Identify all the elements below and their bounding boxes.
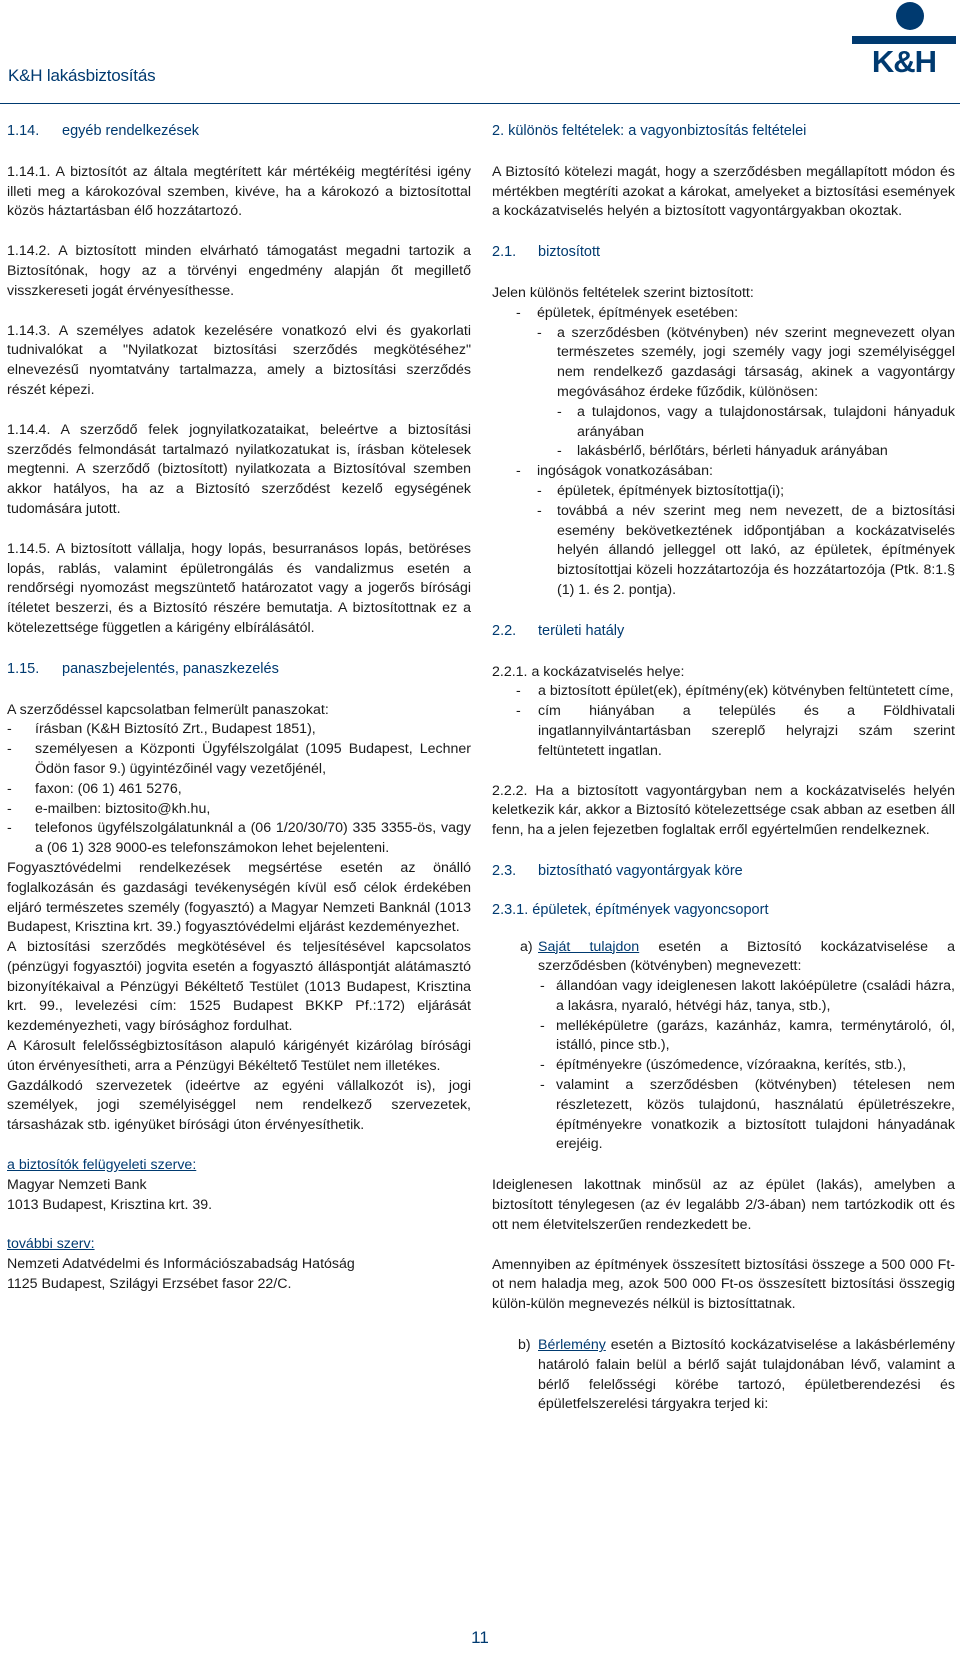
list-item: - melléképületre (garázs, kazánház, kamra, terménytároló, ól, istálló, pince stb.), [540,1017,955,1054]
header-rule [0,103,960,104]
list-item: - lakásbérlő, bérlőtárs, bérleti hányaduk arányában [557,443,888,460]
item-b-title: Bérlemény [538,1337,606,1354]
list-item: - a biztosított épület(ek), építmény(ek) kötvényben feltüntetett címe, [516,683,954,700]
para-temporary: Ideiglenesen lakottnak minősül az az épület (lakás), amelyben a biztosított ténylegesen (az év legalább 2/3-ában) nem tartózkodik ott és ott nem életvitelszerűen rendezkedett be. [492,1177,955,1233]
list-item: - valamint a szerződésben (kötvényben) tételesen nem részletezett, közös tulajdonú, használatú épületrészekre, építményekre vonatkozik a biztosított tulajdoni hányadának erejéig. [540,1077,955,1153]
list-item: - épületek, építmények esetében: [516,304,739,321]
para-dispute: A biztosítási szerződés megkötésével és teljesítésével kapcsolatos (pénzügyi fogyasztói) jogvita esetén a fogyasztó álláspontját alátámasztó bizonyítékaival a Pénzügyi Békéltető Testület (1013 Budapest, Krisztina krt. 99., levelezési cím: 1525 Budapest BKKP Pf.:172) eljárását kezdeményezheti, vagy bírósághoz fordulhat. [7,939,471,1035]
para-1-14-1: 1.14.1. A biztosítót az általa megtérített kár mértékéig megtérítési igény illeti meg a károkozóval szemben, kivéve, ha a károkozó a biztosítottal közös háztartásban élő hozzátartozó. [7,163,471,220]
section-heading-2: 2. különös feltételek: a vagyonbiztosítás feltételei [492,123,807,139]
supervisor-label: a biztosítók felügyeleti szerve: [7,1157,197,1174]
item-b: b) Bérlemény esetén a Biztosító kockázatviselése a lakásbérlemény határoló falain belül a bérlő saját tulajdonában lévő, valamint a bérlő felelősségi körébe tartozó, épületberendezési és épületfelszerelési tárgyakra terjed ki: [518,1337,955,1413]
other-authority-name: Nemzeti Adatvédelmi és Információszabadság Hatóság [7,1256,355,1273]
list-item: - építményekre (úszómedence, vízóraakna, kerítés, stb.), [540,1057,907,1074]
list-item: - ingóságok vonatkozásában: [516,463,713,480]
complaint-list [7,720,471,859]
list-item: - továbbá a név szerint meg nem nevezett, de a biztosítási esemény bekövetkeztének időpontjában a kockázatviselés helyén állandó jelleggel ott lakó, az épületek, építmények biztosítottjai közeli hozzátartozója és hozzátartozója (Ptk. 8:1.§ (1) 1. és 2. pontja). [537,502,955,598]
section-heading-2-2: 2.2. területi hatály [492,622,625,639]
left-column [7,122,471,1295]
para-1-14-3: 1.14.3. A személyes adatok kezelésére vonatkozó elvi és gyakorlati tudnivalókat a "Nyilatkozat biztosítási szerződés megkötéséhez" elnevezésű nyomtatvány tartalmazza, amely a biztosítási szerződés részét képezi. [7,322,471,398]
page-number: 11 [471,1628,489,1647]
complaint-intro: A szerződéssel kapcsolatban felmerült panaszokat: [7,701,329,718]
para-2-2-1: 2.2.1. a kockázatviselés helye: [492,663,685,680]
para-1-14-4: 1.14.4. A szerződő felek jognyilatkozataikat, beleértve a biztosítási szerződés felmondását tartalmazó nyilatkozatukat is, írásban kötelesek megtenni. A szerződő (biztosított) nyilatkozata a Biztosítóval szemben akkor hatályos, ha az a Biztosító szerződést kezelő egységének tudomására jutott. [7,421,471,517]
right-column [492,122,955,1415]
para-intro: A Biztosító kötelezi magát, hogy a szerződésben megállapított módon és mértékben megtéríti azokat a károkat, amelyeket a biztosítási események a kockázatviselés helyén a biztosított vagyontárgyakban okoztak. [492,163,955,220]
list-item: - épületek, építmények biztosítottja(i); [537,482,785,499]
kh-logo-text: K&H [871,44,937,79]
para-1-14-5: 1.14.5. A biztosított vállalja, hogy lopás, besurranásos lopás, betöréses lopás, rablás, valamint épületrongálás és vandalizmus esetén a rendőrségi nyomozást megszüntető határozatot vagy a jogerős bírósági ítéletet beszerzi, és a Biztosító részére bemutatja. A biztosítottnak ez a kötelezettsége független a kárigény elbírálásától. [7,540,471,636]
section-heading-1-15: 1.15. panaszbejelentés, panaszkezelés [7,660,279,677]
item-a-title: Saját tulajdon [538,938,640,955]
list-item: - személyesen a Központi Ügyfélszolgálat (1095 Budapest, Lechner Ödön fasor 9.) ügyintézőinél vagy vezetőjénél, [7,741,471,777]
supervisor-name: Magyar Nemzeti Bank [7,1176,147,1193]
other-authority-label: további szerv: [7,1236,95,1253]
list-item: - írásban (K&H Biztosító Zrt., Budapest 1851), [7,721,316,738]
insured-intro: Jelen különös feltételek szerint biztosított: [492,284,754,301]
item-a: a) Saját tulajdon esetén a Biztosító kockázatviselése a szerződésben (kötvényben) megnevezett: [520,938,955,975]
page-header [0,0,960,104]
list-item: - e-mailben: biztosito@kh.hu, [7,800,211,817]
list-item: - a tulajdonos, vagy a tulajdonostársak, tulajdoni hányaduk arányában [557,403,955,440]
section-heading-2-3: 2.3. biztosítható vagyontárgyak köre [492,862,743,879]
para-organisations: Gazdálkodó szervezetek (ideértve az egyéni vállalkozót is), jogi személyek, jogi személyiséggel nem rendelkező szervezetek, társasházak stb. igényüket bírósági úton érvényesíthetik. [7,1077,471,1134]
list-item: - faxon: (06 1) 461 5276, [7,780,182,797]
section-heading-2-3-1: 2.3.1. épületek, építmények vagyoncsoport [492,901,769,918]
document-title: K&H lakásbiztosítás [8,66,156,85]
para-amount: Amennyiben az építmények összesített biztosítási összege a 500 000 Ft-ot nem haladja meg, azok 500 000 Ft-os összesített biztosítási összegig külön-külön megnevezés nélkül is biztosíttatnak. [492,1256,955,1313]
list-item: - a szerződésben (kötvényben) név szerint megnevezett olyan természetes személy, jogi személy vagy jogi személyiséggel nem rendelkező gazdasági társaság, akinek a vagyontárgy megóvásához érdeke fűződik, különösen: [537,324,955,400]
section-heading-1-14: 1.14. egyéb rendelkezések [7,123,200,139]
para-liability-claim: A Károsult felelősségbiztosításon alapuló kárigényét kizárólag bírósági úton érvényesítheti, arra a Pénzügyi Békéltető Testület nem illetékes. [7,1038,471,1074]
supervisor-address: 1013 Budapest, Krisztina krt. 39. [7,1196,213,1213]
other-authority-address: 1125 Budapest, Szilágyi Erzsébet fasor 22/C. [7,1276,292,1293]
list-item: - állandóan vagy ideiglenesen lakott lakóépületre (családi házra, a lakásra, nyaraló, hétvégi ház, tanya, stb.), [540,978,955,1014]
list-item: - cím hiányában a település és a Földhivatali ingatlannyilvántartásban szereplő helyrajzi szám szerint feltüntetett ingatlan. [516,703,955,759]
para-consumer-protection: Fogyasztóvédelmi rendelkezések megsértése esetén az önálló foglalkozásán és gazdasági tevékenységén kívül eső célok érdekében eljáró természetes személy (fogyasztó) a Magyar Nemzeti Banknál (1013 Budapest, Krisztina krt. 39.) fogyasztóvédelmi eljárást kezdeményezhet. [7,859,471,936]
section-heading-2-1: 2.1. biztosított [492,244,601,261]
list-item: - telefonos ügyfélszolgálatunknál a (06 1/20/30/70) 335 3355-ös, vagy a (06 1) 328 9000-es telefonszámokon lehet bejelenteni. [7,820,471,857]
para-2-2-2: 2.2.2. Ha a biztosított vagyontárgyban nem a kockázatviselés helyén keletkezik kár, akkor a Biztosító kötelezettsége csak abban az esetben áll fenn, ha a jelen fejezetben foglaltak erről egyértelműen rendelkeznek. [492,782,955,839]
para-1-14-2: 1.14.2. A biztosított minden elvárható támogatást megadni tartozik a Biztosítónak, hogy az a törvényi engedmény alapján őt megillető visszkereseti jogát érvényesíthesse. [7,243,471,299]
